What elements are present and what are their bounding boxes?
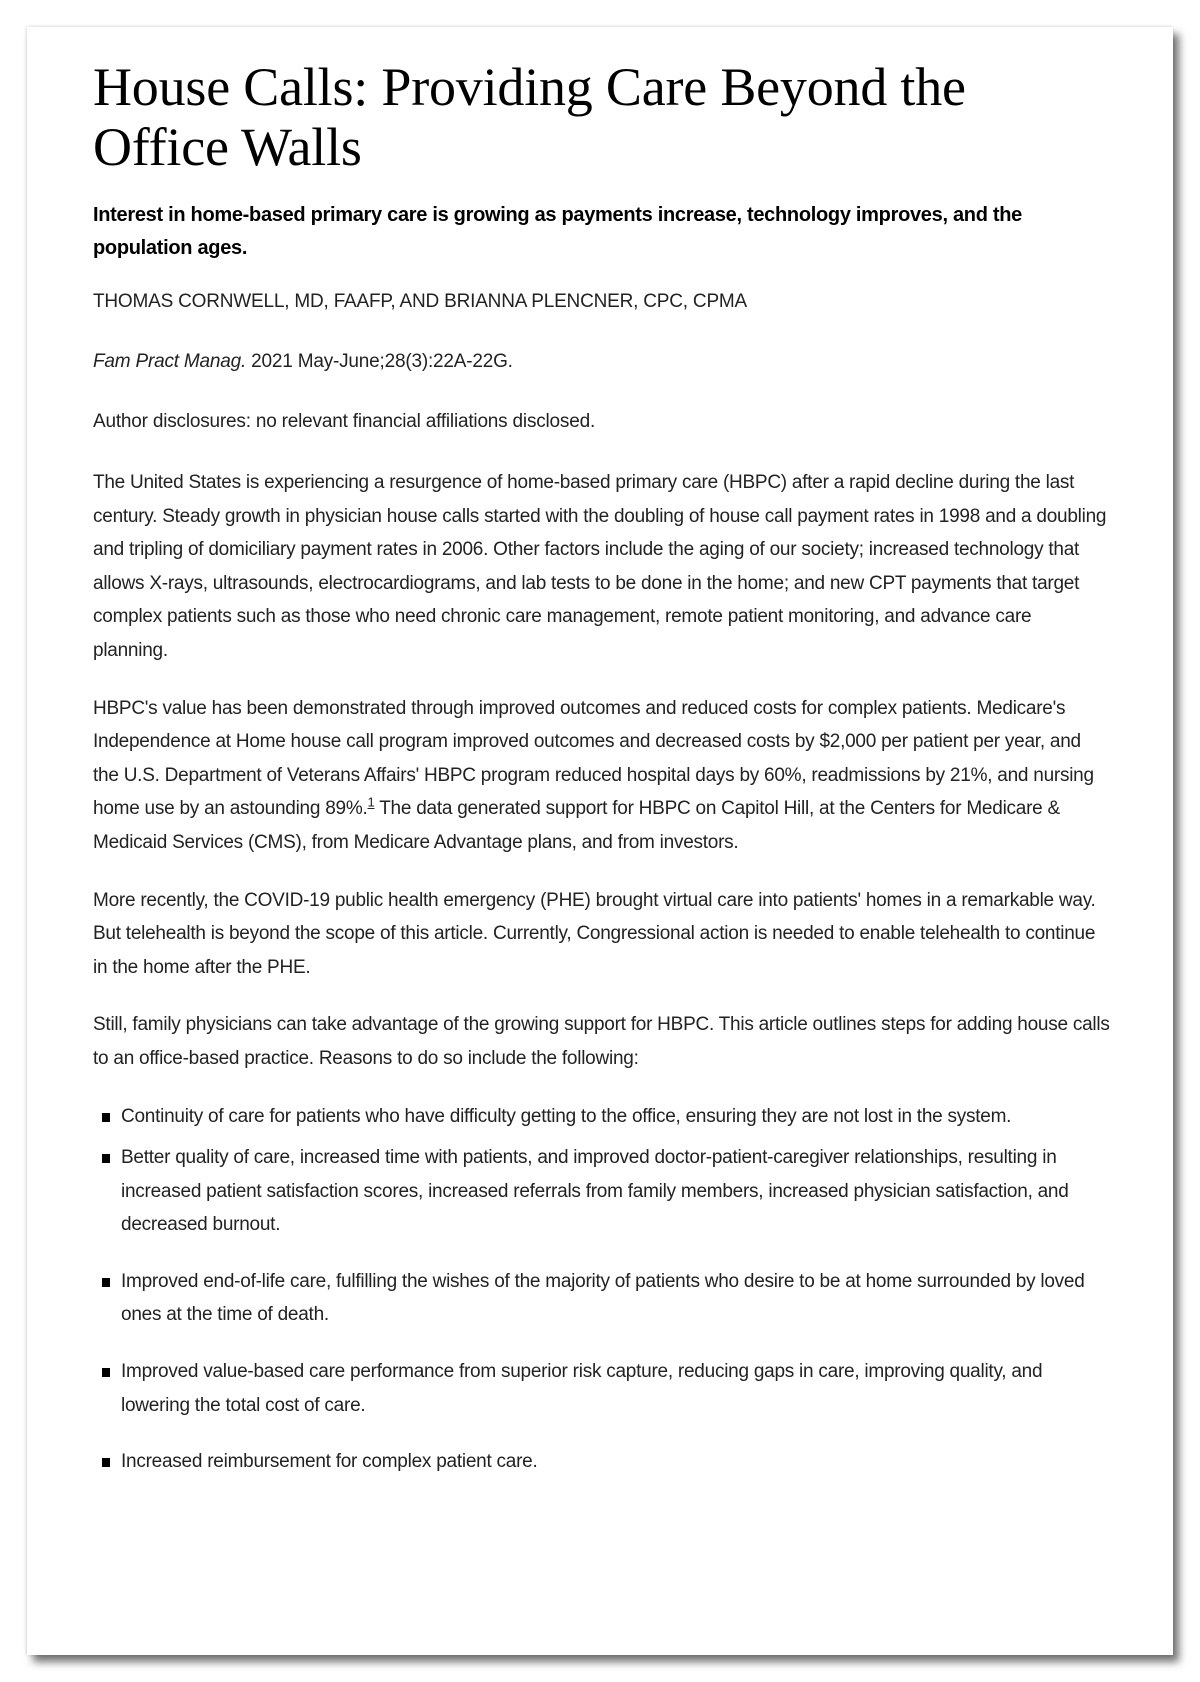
square-bullet-icon [102,1113,110,1122]
square-bullet-icon [102,1154,110,1163]
square-bullet-icon [102,1278,110,1287]
body-paragraph-2 [93,692,1111,860]
list-item [93,1265,1111,1332]
footnote-link-1[interactable]: 1 [367,795,375,811]
article-page [27,27,1173,1655]
list-item [93,1355,1111,1422]
list-item-text: Improved value-based care performance from superior risk capture, reducing gaps in care, improving quality, and lowering the total cost of care. [121,1361,1043,1416]
article-title: House Calls: Providing Care Beyond the Office Walls [93,57,966,177]
list-item-text: Improved end-of-life care, fulfilling the wishes of the majority of patients who desire to be at home surrounded by loved ones at the time of death. [121,1270,1085,1326]
list-item [93,1141,1111,1242]
body-paragraph-3: More recently, the COVID-19 public health emergency (PHE) brought virtual care into patients' homes in a remarkable way. But telehealth is beyond the scope of this article. Currently, Congressional action is needed to enable telehealth to continue in the home after the PHE. [93,889,1096,978]
list-item-text: Better quality of care, increased time with patients, and improved doctor-patient-caregiver relationships, resulting in increased patient satisfaction scores, increased referrals from family members, increased physician satisfaction, and decreased burnout. [121,1147,1069,1236]
square-bullet-icon [102,1368,110,1377]
citation-journal: Fam Pract Manag. [93,351,247,372]
body-paragraph-1: The United States is experiencing a resurgence of home-based primary care (HBPC) after a rapid decline during the last century. Steady growth in physician house calls started with the doubling of house call payment rates in 1998 and a doubling and tripling of domiciliary payment rates in 2006. Other factors include the aging of our society; increased technology that allows X-rays, ultrasounds, electrocardiograms, and lab tests to be done in the home; and new CPT payments that target complex patients such as those who need chronic care management, remote patient monitoring, and advance care planning. [93,472,1107,661]
list-item-text: Increased reimbursement for complex patient care. [121,1451,538,1473]
list-item [93,1100,1111,1134]
paragraph-2-text-after: The data generated support for HBPC on Capitol Hill, at the Centers for Medicare & Medicaid Services (CMS), from Medicare Advantage plans, and from investors. [93,798,1060,853]
list-item-text: Continuity of care for patients who have difficulty getting to the office, ensuring they are not lost in the system. [121,1105,1012,1127]
author-disclosures: Author disclosures: no relevant financial affiliations disclosed. [93,411,596,432]
article-authors: THOMAS CORNWELL, MD, FAAFP, AND BRIANNA PLENCNER, CPC, CPMA [93,291,748,312]
list-item [93,1445,1111,1479]
paragraph-2-text-before: HBPC's value has been demonstrated through improved outcomes and reduced costs for complex patients. Medicare's Independence at Home house call program improved outcomes and decreased costs by $2,000 per patient per year, and the U.S. Department of Veterans Affairs' HBPC program reduced hospital days by 60%, readmissions by 21%, and nursing home use by an astounding 89%. [93,697,1094,820]
article-deck: Interest in home-based primary care is growing as payments increase, technology improves, and the population ages. [93,204,1022,259]
article-citation [93,349,1111,375]
citation-details: 2021 May-June;28(3):22A-22G. [246,351,513,372]
reasons-list [93,1100,1111,1479]
square-bullet-icon [102,1458,110,1467]
body-paragraph-4: Still, family physicians can take advantage of the growing support for HBPC. This article outlines steps for adding house calls to an office-based practice. Reasons to do so include the following: [93,1014,1110,1069]
